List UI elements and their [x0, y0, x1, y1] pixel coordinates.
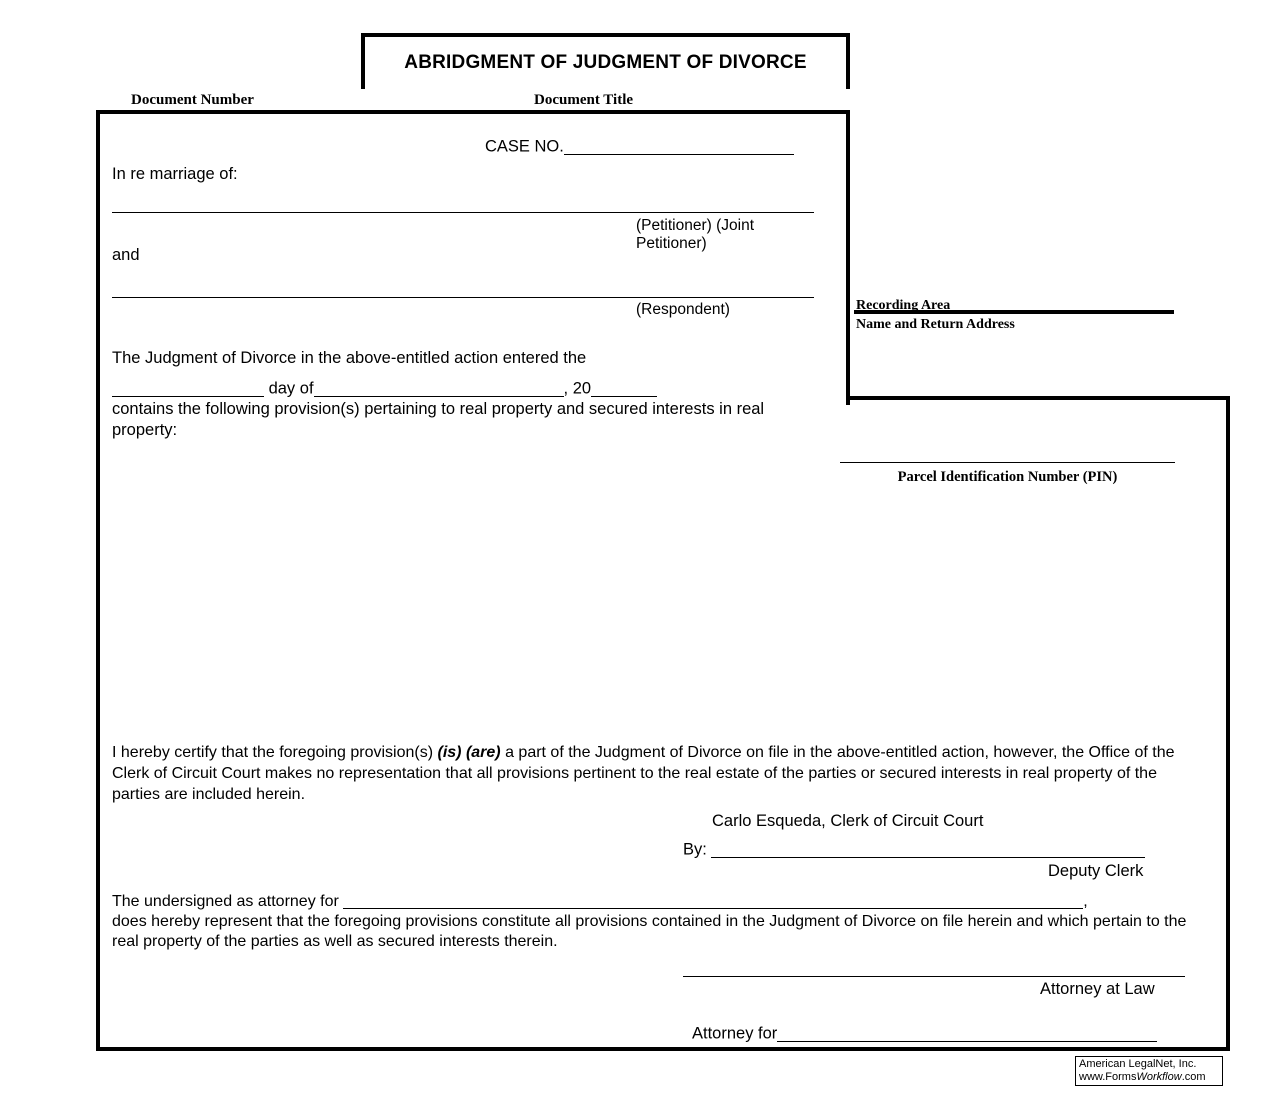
- certification-part1: I hereby certify that the foregoing provision(s): [112, 744, 438, 761]
- legalnet-website: [1079, 1071, 1219, 1084]
- petitioner-label-line1: (Petitioner) (Joint: [636, 217, 755, 234]
- certification-part2: a part of the Judgment of Divorce on file in the above-entitled action, however, the Office of the Clerk of Circuit Court makes no representation that all provisions pertinent to the real estate of the parties or secured interests in real property of the parties are included herein.: [112, 744, 1175, 804]
- attorney-at-law-label: Attorney at Law: [1040, 980, 1155, 998]
- attorney-for-bottom-label: Attorney for: [692, 1024, 778, 1043]
- document-number-label: Document Number: [131, 92, 254, 108]
- in-re-marriage-label: In re marriage of:: [112, 165, 238, 183]
- certification-paragraph: [112, 742, 1182, 805]
- petitioner-label: [636, 217, 836, 253]
- attorney-for-line: [112, 892, 1088, 911]
- pin-label: Parcel Identification Number (PIN): [897, 469, 1118, 485]
- attorney-representation-text: does hereby represent that the foregoing provisions constitute all provisions contained in the Judgment of Divorce on file herein and which pertain to the real property of the parties as well as secured interests therein.: [112, 913, 1187, 951]
- judgment-date-line: [112, 379, 657, 399]
- respondent-label: (Respondent): [636, 301, 730, 318]
- legalnet-url-italic: Workflow: [1136, 1070, 1182, 1083]
- attorney-for-suffix: ,: [1083, 893, 1088, 910]
- case-number-input[interactable]: [564, 137, 794, 155]
- document-title-label: Document Title: [534, 92, 634, 108]
- case-number-label: CASE NO.: [485, 137, 564, 156]
- legalnet-url-prefix: www.Forms: [1079, 1070, 1137, 1083]
- judgment-month-input[interactable]: [314, 379, 564, 397]
- and-label: and: [112, 246, 140, 264]
- recording-area-label: Recording Area: [856, 298, 951, 313]
- petitioner-label-line2: Petitioner): [636, 234, 707, 252]
- judgment-day-input[interactable]: [112, 379, 264, 397]
- document-title-box: [361, 33, 850, 89]
- attorney-for-bottom-input[interactable]: [777, 1024, 1157, 1042]
- deputy-clerk-signature-input[interactable]: [711, 840, 1145, 858]
- pin-input[interactable]: [840, 462, 1175, 463]
- deputy-clerk-label: Deputy Clerk: [1048, 862, 1144, 880]
- clerk-name: Carlo Esqueda, Clerk of Circuit Court: [712, 812, 984, 830]
- legalnet-url-tail: .com: [1181, 1070, 1206, 1083]
- legalnet-footer-stamp: [1075, 1056, 1223, 1086]
- deputy-clerk-signature-line: [683, 840, 1145, 860]
- respondent-name-input[interactable]: [112, 297, 814, 298]
- form-title: ABRIDGMENT OF JUDGMENT OF DIVORCE: [404, 52, 807, 73]
- judgment-line-3: contains the following provision(s) pertaining to real property and secured interests in real property:: [112, 400, 765, 439]
- judgment-line-1: The Judgment of Divorce in the above-entitled action entered the: [112, 349, 587, 367]
- attorney-signature-input[interactable]: [683, 976, 1185, 977]
- certification-emphasis: (is) (are): [437, 744, 501, 761]
- attorney-for-bottom-line: [692, 1024, 1157, 1044]
- attorney-for-prefix: The undersigned as attorney for: [112, 893, 344, 910]
- return-address-label: Name and Return Address: [856, 317, 1015, 332]
- legalnet-company: American LegalNet, Inc.: [1079, 1058, 1197, 1070]
- by-label: By:: [683, 840, 707, 859]
- judgment-day-of-label: day of: [264, 379, 314, 398]
- petitioner-name-input[interactable]: [112, 212, 814, 213]
- case-number-line: [485, 137, 794, 157]
- judgment-year-prefix: , 20: [563, 379, 592, 398]
- attorney-party-input[interactable]: [343, 892, 1083, 909]
- judgment-year-input[interactable]: [591, 379, 657, 397]
